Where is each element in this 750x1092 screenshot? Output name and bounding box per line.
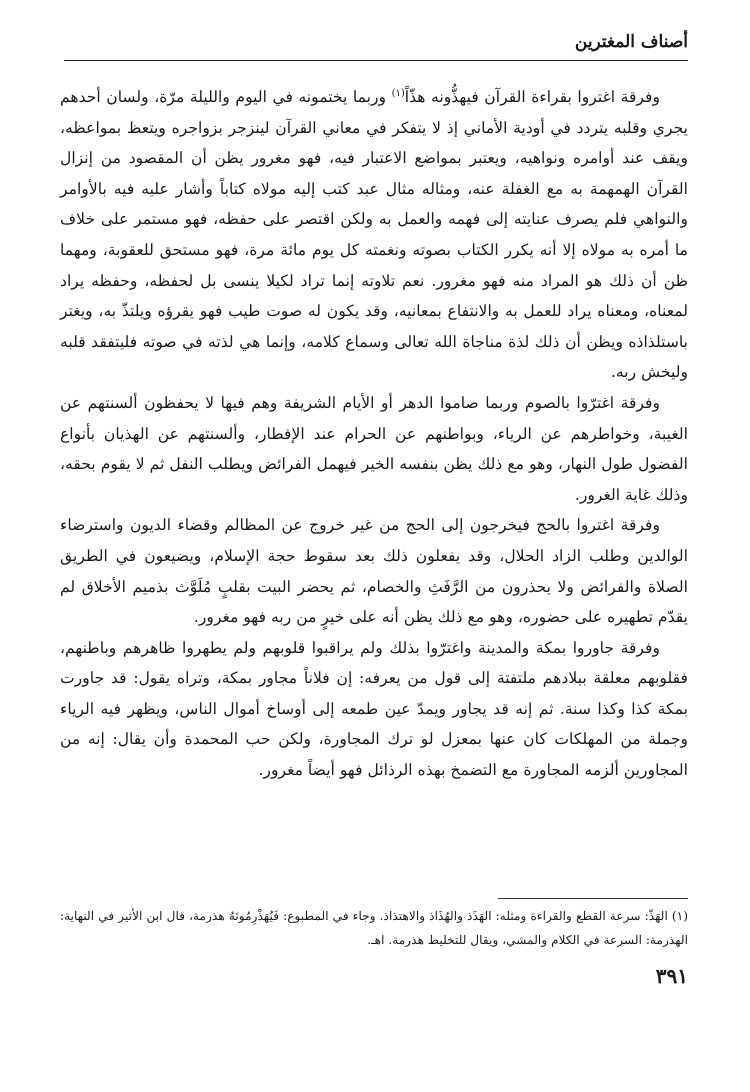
footnote-reference[interactable]: (١)	[391, 87, 405, 99]
running-header-title: أصناف المغترين	[574, 32, 688, 52]
paragraph-quran-start: وفرقة اغتروا بقراءة القرآن فيهذُّونه هذّاً	[404, 88, 660, 106]
paragraph-quran	[60, 82, 688, 388]
paragraph-mujawara: وفرقة جاوروا بمكة والمدينة واغترّوا بذلك ولم يراقبوا قلوبهم ولم يطهروا ظاهرهم وباطنهم، فقلوبهم معلقة ببلادهم ملتفتة إلى قول من يعرفه: إن فلاناً مجاور بمكة، وتراه يقول: قد جاورت بمكة كذا وكذا سنة. ثم إنه قد يجاور ويمدّ عين طمعه إلى أوساخ أموال الناس، ويظهر فيه الرياء وجملة من المهلكات كان عنها بمعزل لو ترك المجاورة، ولكن حب المحمدة وأن يقال: إنه من المجاورين ألزمه المجاورة مع التضمخ بهذه الرذائل فهو أيضاً مغرور.	[60, 638, 688, 780]
paragraph-fasting: وفرقة اغترّوا بالصوم وربما صاموا الدهر أو الأيام الشريفة وهم فيها لا يحفظون ألسنتهم عن الغيبة، وخواطرهم عن الرياء، وبواطنهم عن الحرام عند الإفطار، وألسنتهم عن الهذيان بأنواع الفضول طول النهار، وهو مع ذلك يظن بنفسه الخير فيهمل الفرائض ويطلب النفل ثم لا يقوم بحقه، وذلك غاية الغرور.	[60, 393, 688, 504]
header-rule	[64, 60, 688, 61]
footnote	[60, 904, 688, 952]
page-number: ٣٩١	[655, 964, 688, 988]
footnote-text: (١) الهَذّ: سرعة القطع والقراءة ومثله: الهَذَذ والهُذَاذ والاهتذاذ. وجاء في المطبوع: فَيُهَذْرِمُونَهُ هذرمة، قال ابن الأثير في النهاية: الهذرمة: السرعة في الكلام والمشي، ويقال للتخليط هذرمة. اهـ.	[60, 909, 688, 947]
paragraph-hajj: وفرقة اغتروا بالحج فيخرجون إلى الحج من غير خروج عن المظالم وقضاء الديون واسترضاء الوالدين وطلب الزاد الحلال، وقد يفعلون ذلك بعد سقوط حجة الإسلام، ويضيعون في الطريق الصلاة والفرائض ولا يحذرون من الرَّفَثِ والخصام، ثم يحضر البيت بقلبٍ مُلَوَّث بذميم الأخلاق لم يقدّم تطهيره على حضوره، وهو مع ذلك يظن أنه على خيرٍ من ربه فهو مغرور.	[60, 516, 688, 627]
main-text	[60, 82, 688, 786]
paragraph-quran-rest: وربما يختمونه في اليوم والليلة مرّة، ولسان أحدهم يجري وقلبه يتردد في أودية الأماني إذ لا يتفكر في معاني القرآن لينزجر بزواجره ويتعظ بمواعظه، ويقف عند أوامره ونواهيه، ويعتبر بمواضع الاعتبار فيه، فهو مغرور يظن أن المقصود من إنزال القرآن الهمهمة به مع الغفلة عنه، ومثاله مثال عبد كتب إليه مولاه كتاباً وأشار عليه فيه بالأوامر والنواهي فلم يصرف عنايته إلى فهمه والعمل به ولكن اقتصر على حفظه، فهو مستمر على خلاف ما أمره به مولاه إلا أنه يكرر الكتاب بصوته ونغمته كل يوم مائة مرة، فهو مستحق للعقوبة، ومهما ظن أن ذلك هو المراد منه فهو مغرور. نعم تلاوته إنما تراد لكيلا ينسى بل لحفظه، وحفظه يراد لمعناه، ومعناه يراد للعمل به والانتفاع بمعانيه، وقد يكون له صوت طيب فهو يقرؤه ويلتذّ به، ويغتر باستلذاذه ويظن أن ذلك لذة مناجاة الله تعالى وسماع كلامه، وإنما هي لذته في صوته فليتفقد قلبه وليخش ربه.	[60, 88, 688, 382]
footnote-rule	[498, 898, 688, 899]
